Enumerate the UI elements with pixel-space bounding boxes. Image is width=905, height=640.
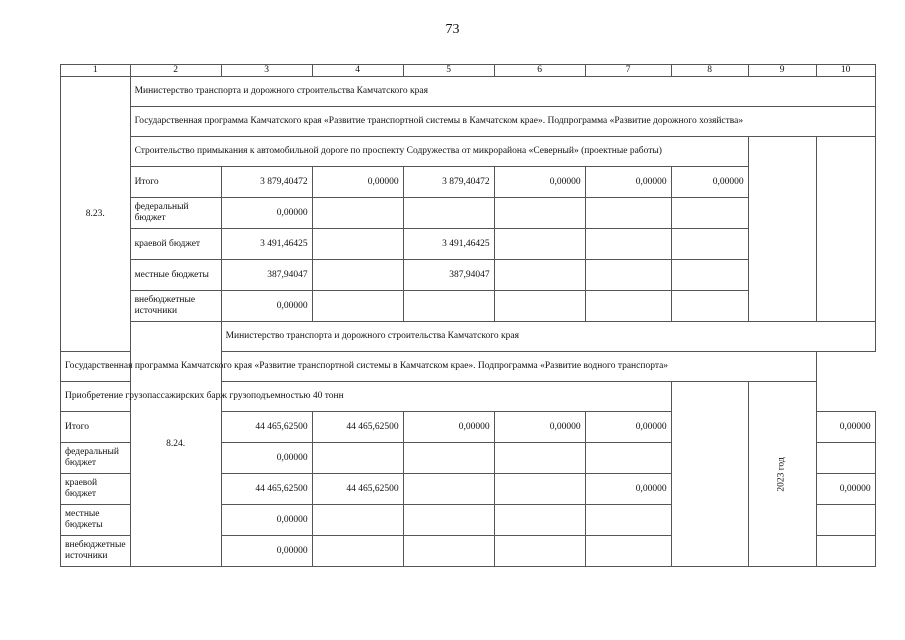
row-label: краевой бюджет [61,474,131,505]
cell-c8: 0,00000 [816,412,875,443]
cell-c7: 0,00000 [585,167,671,198]
cell-c5 [403,443,494,474]
cell-c7 [585,443,671,474]
cell-c5 [403,536,494,567]
col-header-5: 5 [403,65,494,77]
cell-c5: 0,00000 [403,412,494,443]
col-header-4: 4 [312,65,403,77]
program-row: Государственная программа Камчатского края «Развитие транспортной системы в Камчатском крае». Подпрограмма «Развитие водного транспорта» [61,352,817,382]
cell-c4 [312,229,403,260]
page-number: 73 [445,22,460,37]
col9-cell [748,137,816,322]
cell-c3: 44 465,62500 [221,474,312,505]
col-header-9: 9 [748,65,816,77]
cell-c4 [312,505,403,536]
cell-c3: 387,94047 [221,260,312,291]
program-row: Государственная программа Камчатского края «Развитие транспортной системы в Камчатском крае». Подпрограмма «Развитие дорожного хозяйства» [130,107,875,137]
cell-c5 [403,505,494,536]
cell-c7 [585,198,671,229]
cell-c7: 0,00000 [585,412,671,443]
cell-c8 [671,198,748,229]
row-label: федеральный бюджет [130,198,221,229]
cell-c8 [816,536,875,567]
cell-c7 [585,260,671,291]
budget-table [60,64,876,567]
row-label: внебюджетные источники [130,291,221,322]
cell-c5 [403,474,494,505]
cell-c6 [494,291,585,322]
col10-cell [816,137,875,322]
ministry-row: Министерство транспорта и дорожного строительства Камчатского края [130,77,875,107]
cell-c4: 44 465,62500 [312,474,403,505]
cell-c6: 0,00000 [494,167,585,198]
cell-c5: 3 491,46425 [403,229,494,260]
block-id: 8.23. [61,77,131,352]
cell-c3: 3 879,40472 [221,167,312,198]
cell-c4 [312,198,403,229]
col-header-3: 3 [221,65,312,77]
cell-c4 [312,291,403,322]
col-header-1: 1 [61,65,131,77]
cell-c5 [403,291,494,322]
cell-c7 [585,291,671,322]
cell-c3: 0,00000 [221,536,312,567]
cell-c8 [671,260,748,291]
cell-c6 [494,260,585,291]
cell-c4 [312,260,403,291]
cell-c7 [585,505,671,536]
row-label: внебюджетные источники [61,536,131,567]
cell-c8: 0,00000 [816,474,875,505]
block-id: 8.24. [130,322,221,567]
col-header-10: 10 [816,65,875,77]
cell-c4: 0,00000 [312,167,403,198]
cell-c6 [494,536,585,567]
project-row: Приобретение грузопассажирских барж грузоподъемностью 40 тонн [61,382,672,412]
col10-text: 2023 год [776,456,787,492]
row-label: Итого [61,412,131,443]
cell-c8 [671,291,748,322]
row-label: федеральный бюджет [61,443,131,474]
col-header-2: 2 [130,65,221,77]
col-header-6: 6 [494,65,585,77]
cell-c7 [585,229,671,260]
cell-c6 [494,443,585,474]
project-row: Строительство примыкания к автомобильной дороге по проспекту Содружества от микрорайона «Северный» (проектные работы) [130,137,748,167]
row-label: Итого [130,167,221,198]
cell-c6: 0,00000 [494,412,585,443]
cell-c3: 0,00000 [221,198,312,229]
cell-c3: 0,00000 [221,505,312,536]
col-header-8: 8 [671,65,748,77]
cell-c6 [494,474,585,505]
cell-c5: 387,94047 [403,260,494,291]
row-label: местные бюджеты [61,505,131,536]
cell-c8 [816,443,875,474]
cell-c3: 44 465,62500 [221,412,312,443]
col-header-7: 7 [585,65,671,77]
cell-c8 [816,505,875,536]
cell-c4 [312,536,403,567]
cell-c8: 0,00000 [671,167,748,198]
cell-c3: 3 491,46425 [221,229,312,260]
cell-c3: 0,00000 [221,291,312,322]
cell-c3: 0,00000 [221,443,312,474]
col10-cell [748,382,816,567]
cell-c5: 3 879,40472 [403,167,494,198]
cell-c6 [494,229,585,260]
cell-c6 [494,198,585,229]
cell-c7: 0,00000 [585,474,671,505]
row-label: краевой бюджет [130,229,221,260]
col9-cell [671,382,748,567]
cell-c8 [671,229,748,260]
ministry-row: Министерство транспорта и дорожного строительства Камчатского края [221,322,875,352]
cell-c5 [403,198,494,229]
cell-c4 [312,443,403,474]
cell-c4: 44 465,62500 [312,412,403,443]
cell-c7 [585,536,671,567]
header-row [61,65,876,77]
cell-c6 [494,505,585,536]
row-label: местные бюджеты [130,260,221,291]
